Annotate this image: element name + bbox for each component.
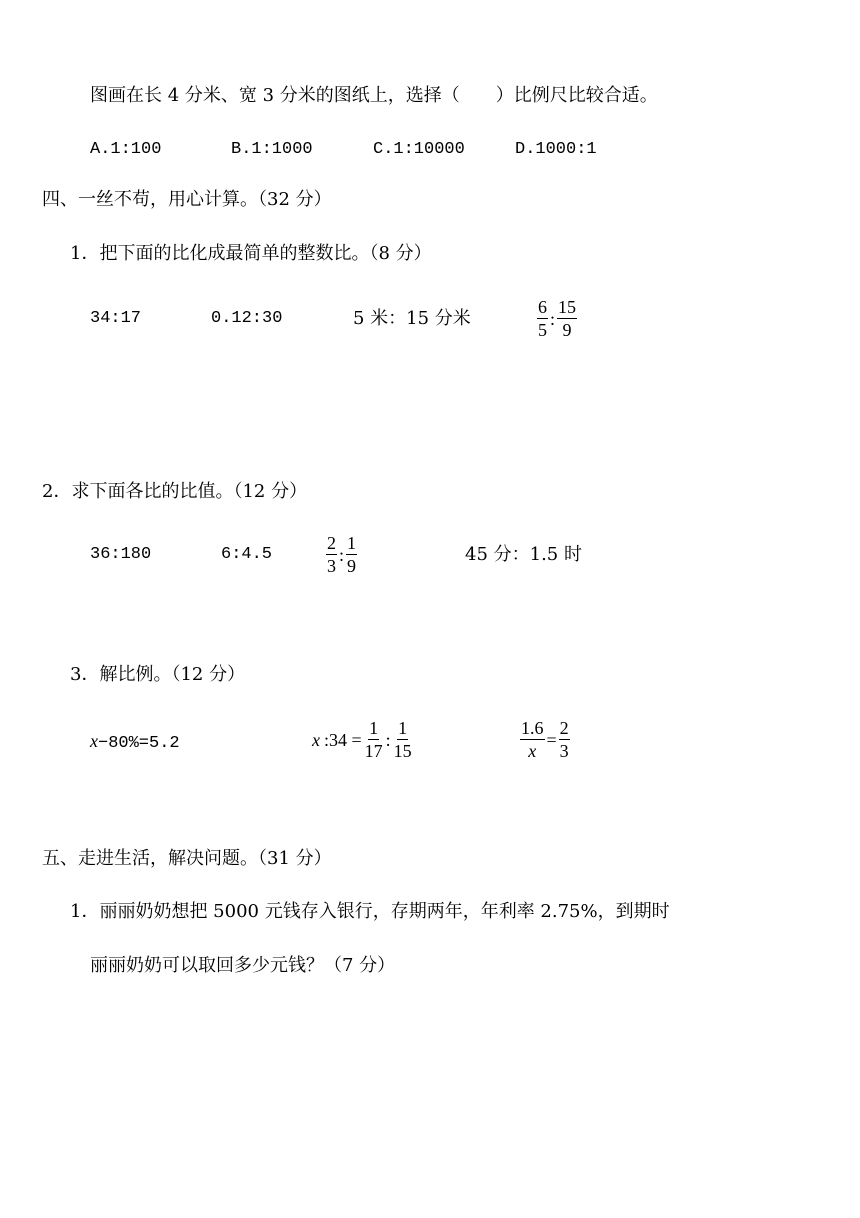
s4-q3-title: 3．解比例。（12 分） <box>70 664 246 685</box>
section5-title: 五、走进生活，解决问题。（31 分） <box>42 848 332 869</box>
option-a: A.1:100 <box>90 140 162 159</box>
s5-q1-line-1: 1．丽丽奶奶想把 5000 元钱存入银行，存期两年，年利率 2.75%，到期时 <box>70 901 670 922</box>
s4-q2-item-3: $\frac{2}{3}$ : $\frac{1}{9}$ <box>327 533 357 576</box>
s4-q3-eq-1: x−80%=5.2 <box>90 731 180 753</box>
fraction: $\frac{1}{15}$ <box>393 718 412 761</box>
section4-title: 四、一丝不苟，用心计算。（32 分） <box>42 189 332 210</box>
s4-q2-item-1: 36:180 <box>90 545 152 564</box>
s5-q1-line-2: 丽丽奶奶可以取回多少元钱？（7 分） <box>90 955 396 976</box>
fraction: $\frac{2}{3}$ <box>559 718 569 761</box>
fraction: $\frac{1.6}{x}$ <box>521 718 544 761</box>
option-d: D.1000:1 <box>515 140 597 159</box>
s4-q2-item-4: 45 分：1.5 时 <box>465 544 582 565</box>
s4-q2-title: 2．求下面各比的比值。（12 分） <box>42 481 308 502</box>
s4-q1-item-1: 34:17 <box>90 309 142 328</box>
fraction: $\frac{15}{9}$ <box>558 297 577 340</box>
fraction: $\frac{6}{5}$ <box>538 297 547 340</box>
option-c: C.1:10000 <box>373 140 465 159</box>
fraction: $\frac{1}{17}$ <box>364 718 383 761</box>
s4-q1-title: 1．把下面的比化成最简单的整数比。（8 分） <box>70 243 432 264</box>
fraction: $\frac{1}{9}$ <box>347 533 357 576</box>
fraction: $\frac{2}{3}$ <box>327 533 336 576</box>
option-b: B.1:1000 <box>231 140 313 159</box>
s4-q3-eq-3: $\frac{1.6}{x}$ = $\frac{2}{3}$ <box>521 718 569 761</box>
scale-question-text: 图画在长 4 分米、宽 3 分米的图纸上，选择（ ）比例尺比较合适。 <box>90 85 658 106</box>
s4-q2-item-2: 6:4.5 <box>221 545 273 564</box>
s4-q1-item-2: 0.12:30 <box>211 309 283 328</box>
s4-q3-eq-2: x :34 = $\frac{1}{17}$ : $\frac{1}{15}$ <box>312 718 412 761</box>
s4-q1-item-4: $\frac{6}{5}$ : $\frac{15}{9}$ <box>538 297 577 340</box>
s4-q1-item-3: 5 米：15 分米 <box>353 308 471 329</box>
